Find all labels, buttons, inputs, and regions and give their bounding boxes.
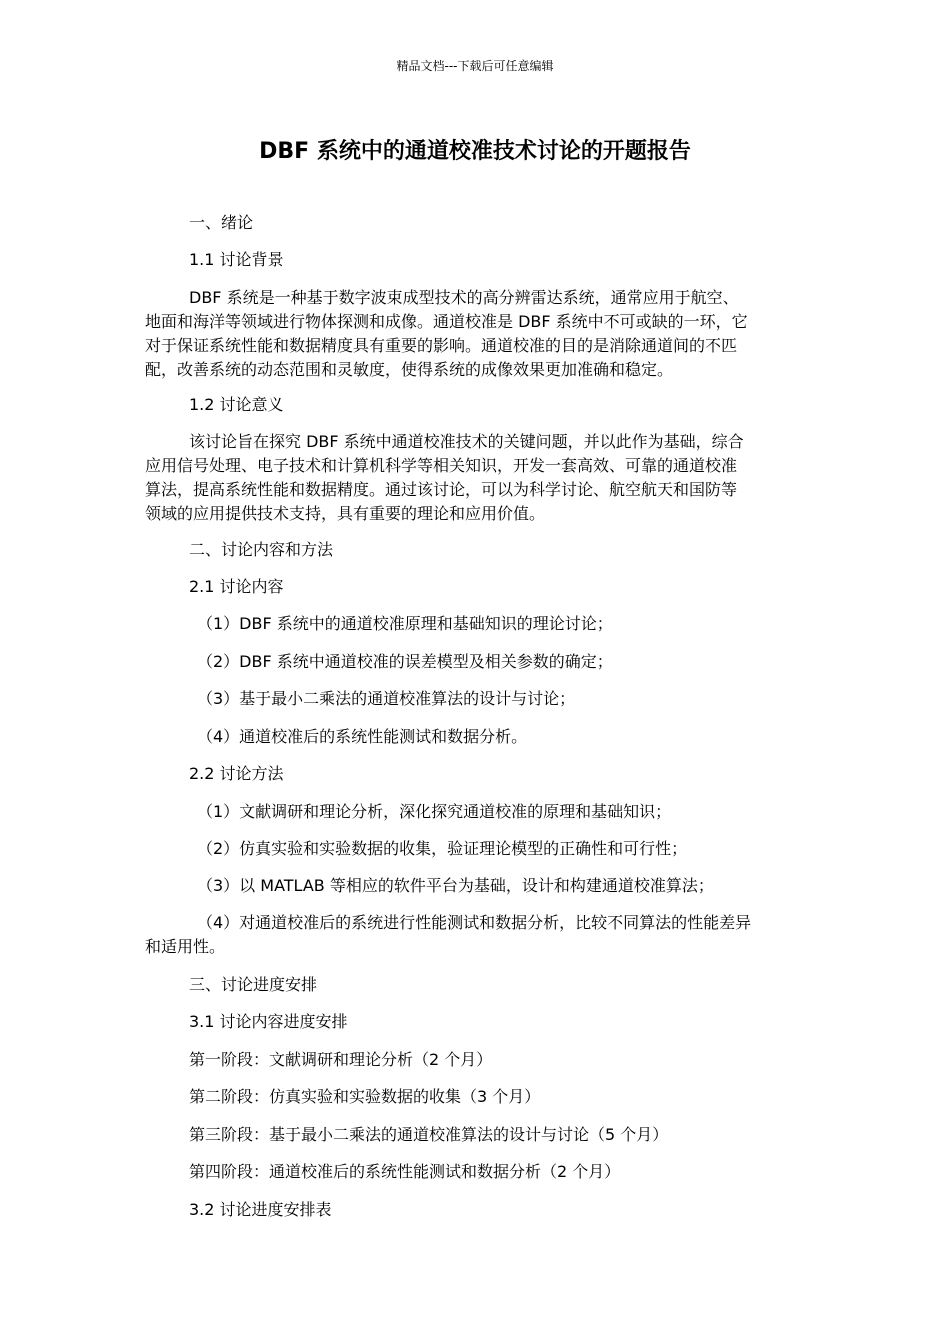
subsection-heading-3-2: 3.2 讨论进度安排表 [189,1200,332,1219]
paragraph-line: 对于保证系统性能和数据精度具有重要的影响。通道校准的目的是消除通道间的不匹 [145,336,738,355]
paragraph-line: 该讨论旨在探究 DBF 系统中通道校准技术的关键问题，并以此作为基础，综合 [189,432,744,451]
paragraph-line: 和适用性。 [145,937,226,956]
stage-item: 第一阶段：文献调研和理论分析（2 个月） [189,1050,493,1069]
paragraph-line: （4）对通道校准后的系统进行性能测试和数据分析，比较不同算法的性能差异 [197,913,752,932]
paragraph-significance [145,430,805,526]
stage-item: 第四阶段：通道校准后的系统性能测试和数据分析（2 个月） [189,1162,621,1181]
subsection-heading-1-1: 1.1 讨论背景 [189,250,284,269]
section-heading-1: 一、绪论 [189,213,254,232]
method-list-item: （3）以 MATLAB 等相应的软件平台为基础，设计和构建通道校准算法； [197,876,714,895]
paragraph-line: DBF 系统是一种基于数字波束成型技术的高分辨雷达系统，通常应用于航空、 [189,288,739,307]
content-list-item: （2）DBF 系统中通道校准的误差模型及相关参数的确定； [197,652,613,671]
method-list-item: （1）文献调研和理论分析，深化探究通道校准的原理和基础知识； [197,802,672,821]
content-list-item: （1）DBF 系统中的通道校准原理和基础知识的理论讨论； [197,614,613,633]
document-title: DBF 系统中的通道校准技术讨论的开题报告 [259,139,691,164]
header-note: 精品文档---下载后可任意编辑 [396,59,554,73]
subsection-heading-2-1: 2.1 讨论内容 [189,577,284,596]
subsection-heading-3-1: 3.1 讨论内容进度安排 [189,1012,348,1031]
content-list-item: （3）基于最小二乘法的通道校准算法的设计与讨论； [197,689,576,708]
method-list-item: （2）仿真实验和实验数据的收集，验证理论模型的正确性和可行性； [197,839,688,858]
paragraph-background [145,286,805,382]
stage-item: 第二阶段：仿真实验和实验数据的收集（3 个月） [189,1087,541,1106]
paragraph-line: 算法，提高系统性能和数据精度。通过该讨论，可以为科学讨论、航空航天和国防等 [145,480,738,499]
subsection-heading-2-2: 2.2 讨论方法 [189,764,284,783]
section-heading-2: 二、讨论内容和方法 [189,540,334,559]
method-list-item [145,911,805,959]
section-heading-3: 三、讨论进度安排 [189,975,318,994]
paragraph-line: 应用信号处理、电子技术和计算机科学等相关知识，开发一套高效、可靠的通道校准 [145,456,738,475]
stage-item: 第三阶段：基于最小二乘法的通道校准算法的设计与讨论（5 个月） [189,1125,669,1144]
content-list-item: （4）通道校准后的系统性能测试和数据分析。 [197,727,528,746]
paragraph-line: 配，改善系统的动态范围和灵敏度，使得系统的成像效果更加准确和稳定。 [145,360,674,379]
paragraph-line: 领域的应用提供技术支持，具有重要的理论和应用价值。 [145,504,546,523]
paragraph-line: 地面和海洋等领域进行物体探测和成像。通道校准是 DBF 系统中不可或缺的一环，它 [145,312,748,331]
subsection-heading-1-2: 1.2 讨论意义 [189,395,284,414]
